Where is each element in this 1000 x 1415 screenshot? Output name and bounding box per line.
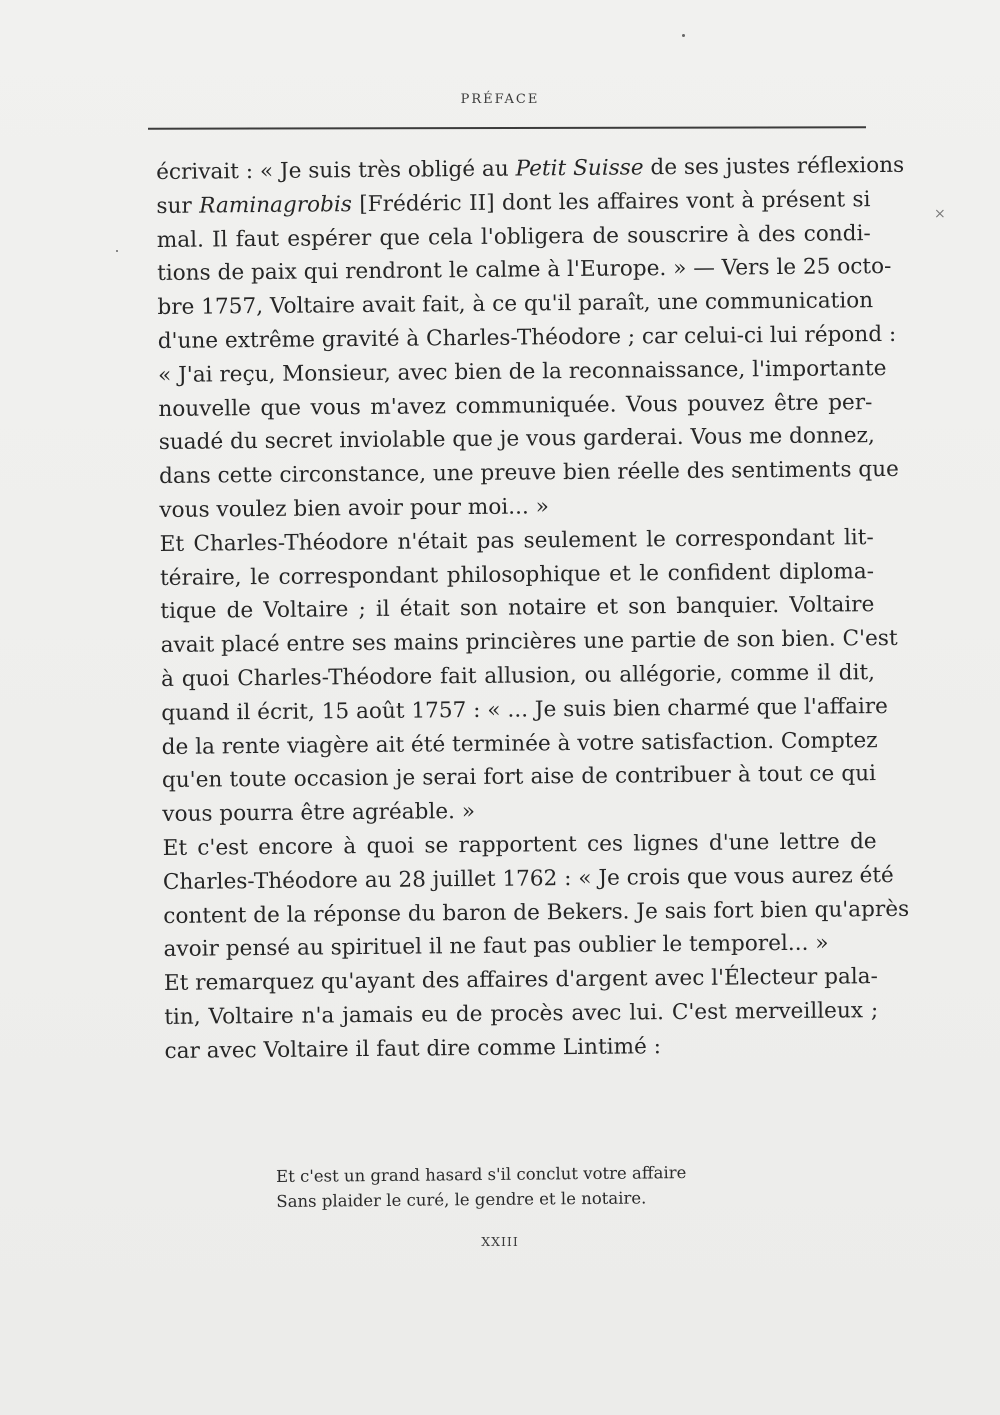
- text-line: quand il écrit, 15 août 1757 : « ... Je suis bien charmé que l'affaire: [161, 693, 889, 726]
- text-segment: de ses justes réflexions: [643, 152, 905, 181]
- text-line: « J'ai reçu, Monsieur, avec bien de la reconnaissance, l'importante: [157, 355, 887, 388]
- page-number: XXIII: [481, 1234, 519, 1249]
- verse-quotation: [276, 1160, 736, 1214]
- verse-line: Et c'est un grand hasard s'il conclut votre affaire: [276, 1163, 687, 1186]
- body-text: [156, 149, 910, 1068]
- text-line: Et c'est encore à quoi se rapportent ces lignes d'une lettre de: [162, 829, 877, 861]
- text-line: d'une extrême gravité à Charles-Théodore ; car celui-ci lui répond :: [157, 321, 897, 354]
- emphasis: Raminagrobis: [199, 191, 353, 219]
- text-segment: [Frédéric II] dont les affaires vont à présent si: [351, 186, 871, 217]
- text-line: vous voulez bien avoir pour moi... »: [159, 494, 550, 523]
- text-line: car avec Voltaire il faut dire comme Lintimé :: [164, 1033, 662, 1064]
- paper-speck: [682, 34, 685, 37]
- text-line: qu'en toute occasion je serai fort aise de contribuer à tout ce qui: [161, 761, 877, 794]
- text-line: Et remarquez qu'ayant des affaires d'argent avec l'Électeur pala-: [163, 964, 879, 997]
- text-line: de la rente viagère ait été terminée à votre satisfaction. Comptez: [161, 727, 878, 760]
- paper-speck: [116, 250, 118, 252]
- text-line: avoir pensé au spirituel il ne faut pas oublier le temporel... »: [163, 930, 829, 963]
- text-line: vous pourra être agréable. »: [162, 799, 476, 828]
- text-line: avait placé entre ses mains princières une partie de son bien. C'est: [160, 626, 898, 659]
- text-line: bre 1757, Voltaire avait fait, à ce qu'il paraît, une communication: [157, 288, 874, 321]
- running-head: PRÉFACE: [460, 92, 540, 107]
- text-line: à quoi Charles-Théodore fait allusion, ou allégorie, comme il dit,: [160, 660, 876, 692]
- text-line: content de la réponse du baron de Bekers. Je sais fort bien qu'après: [163, 896, 910, 929]
- text-line: tions de paix qui rendront le calme à l'Europe. » — Vers le 25 octo-: [157, 254, 892, 287]
- text-line: dans cette circonstance, une preuve bien réelle des sentiments que: [158, 457, 900, 490]
- text-line: Charles-Théodore au 28 juillet 1762 : « Je crois que vous aurez été: [162, 862, 894, 895]
- emphasis: Petit Suisse: [515, 155, 644, 182]
- text-line: suadé du secret inviolable que je vous garderai. Vous me donnez,: [158, 423, 875, 456]
- text-line: mal. Il faut espérer que cela l'obligera de souscrire à des condi-: [156, 220, 871, 253]
- verse-line: Sans plaider le curé, le gendre et le notaire.: [276, 1188, 647, 1211]
- text-line: tin, Voltaire n'a jamais eu de procès avec lui. C'est merveilleux ;: [164, 998, 879, 1030]
- text-line: téraire, le correspondant philosophique et le confident diploma-: [159, 558, 875, 591]
- text-line: tique de Voltaire ; il était son notaire et son banquier. Voltaire: [160, 592, 875, 625]
- text-line: Et Charles-Théodore n'était pas seulement le correspondant lit-: [159, 524, 874, 557]
- margin-mark: ×: [934, 206, 946, 222]
- text-segment: écrivait : « Je suis très obligé au: [156, 156, 516, 185]
- text-line: nouvelle que vous m'avez communiquée. Vous pouvez être per-: [158, 389, 873, 422]
- text-segment: sur: [156, 193, 200, 219]
- header-rule: [148, 126, 866, 130]
